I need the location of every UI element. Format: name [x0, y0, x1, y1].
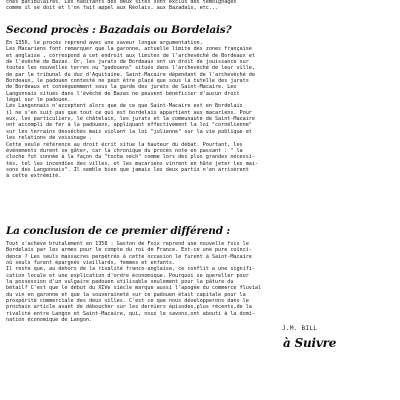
- text-line: bétail? C'est que le début du XIVe siècle marque aussi l'apogée du commerce fluvial: [6, 285, 262, 292]
- text-line: rivalité entre Langon et Saint-Macaire, qui, nous le savons,ont abouti à la domi-: [6, 310, 255, 317]
- text-line: de l'évêché de Bazas. Or, les jurats de Bordeaux ont un droit de jouissance sur: [6, 59, 249, 66]
- text-line: nation économique de Langon.: [6, 317, 93, 324]
- text-line: du vin en garonne et que la souveraineté sur ce padouen était capitale pour la: [6, 291, 246, 298]
- text-line: toutes les nouvelles terres ou "padouens" situés dans l'archevêché de leur ville,: [6, 65, 255, 72]
- text-line: Bordeaux, le padouen contesté ne peut être placé que sous la tutelle des jurats: [6, 78, 249, 85]
- text-line: Tout s'achève brutalement en 1358 : Gaston de Foix reprend une nouvelle fois le: [6, 241, 249, 247]
- text-line: comme il se doit et l'on fait appel aux Réolais, aux Bazadais, etc...: [6, 5, 219, 12]
- section-heading-second-proces: Second procès : Bazadais ou Bordelais?: [6, 24, 232, 36]
- text-line: Les Langonnais n'acceptent alors que de ce que Saint-Macaire est en Bordelais: [6, 103, 243, 110]
- text-line: cation locale et une explication d'ordre économique. Pourquoi se quereller pour: [6, 272, 249, 279]
- text-line: la possession d'un vulgaire padouen utilisable seulement pour la pâture du: [6, 279, 234, 286]
- text-line: Bordelais par les armes pour le compte du roi de France. Est-ce une pure coïnci-: [6, 247, 252, 254]
- text-line: et anglaise , correspond à cet endroit aux limites de l'archevêché de Bordeaux et: [6, 52, 255, 59]
- to-be-continued-label: à Suivre: [283, 336, 337, 350]
- author-signature: J.M. BILL: [282, 325, 318, 332]
- text-line: En 1356, le procès reprend avec une saveur longue argumentation.: [6, 40, 203, 46]
- section-body-conclusion: [6, 241, 396, 323]
- text-line: de Bordeaux et conséquemment sous la garde des jurats de Saint-Macaire. Les: [6, 84, 237, 91]
- text-line: de par le tribunal du duc d'Aquitaine. Saint-Macaire dépendant de l'archevêché de: [6, 71, 255, 78]
- text-line: Il reste que, au dehors de la rivalité franco-anglaise, ce conflit a une signifi-: [6, 266, 255, 273]
- text-line: eux, les particuliers, le châtelain, les jurats et la communauté de Saint-Macaire: [6, 116, 255, 123]
- text-line: ches patibulaires. Les habitants des deux sites sont exclus des témoignages: [6, 0, 237, 5]
- text-line: événements durent se gâter, car la chronique du procès note en passant : " la: [6, 147, 243, 154]
- text-line: prochain article avant de déboucher sur les derniers épisodes,plus récents,de la: [6, 304, 252, 311]
- text-line: prospérité commerciale des deux villes. C'est ce que nous développerons dans le: [6, 298, 249, 305]
- text-line: légal sur le padouen.: [6, 97, 71, 104]
- text-line: sur les terrains desséchés mais violant la loi "julienne" sur la vie publique et: [6, 128, 252, 135]
- text-line: les relations de voisinage .: [6, 135, 93, 142]
- text-line: sons des Langonnais". Il semble bien que jamais les deux partis n'en arrivèrent: [6, 166, 249, 173]
- intro-paragraph-fragment: [6, 0, 396, 12]
- text-line: Les Macariens font remarquer que la garonne, actuelle limite des zones française: [6, 46, 252, 53]
- text-line: Langonnais situés dans l'évêché de Bazas ne peuvent bénéficier d'aucun droit: [6, 90, 240, 97]
- text-line: à cette extrémité.: [6, 173, 62, 180]
- text-line: dence ? Les seuls massacres perpétrés à cette occasion le furent à Saint-Macaire: [6, 253, 252, 260]
- section-body-second-proces: [6, 40, 396, 180]
- section-heading-conclusion: La conclusion de ce premier différend :: [6, 225, 230, 237]
- text-line: ont accompli de fer à la padouens, appliquant effectivement la loi "cornélienne": [6, 122, 252, 129]
- text-line: il ne s'en suit pas que tout ce qui est bordelais appartient aux macariens. Pour: [6, 109, 252, 116]
- text-line: où seuls furent épargnés vieillards, femmes et enfants.: [6, 260, 176, 267]
- text-line: tés, tel les incendies des villes, et les macariens vinrent en hâte jeter les mai-: [6, 160, 258, 167]
- text-line: Cette seule référence au droit écrit situe la hauteur du débat. Pourtant, les: [6, 141, 243, 148]
- text-line: cloche fut sonnée à la façon du "tocha sech" comme lors des plus grandes nécessi-: [6, 154, 255, 161]
